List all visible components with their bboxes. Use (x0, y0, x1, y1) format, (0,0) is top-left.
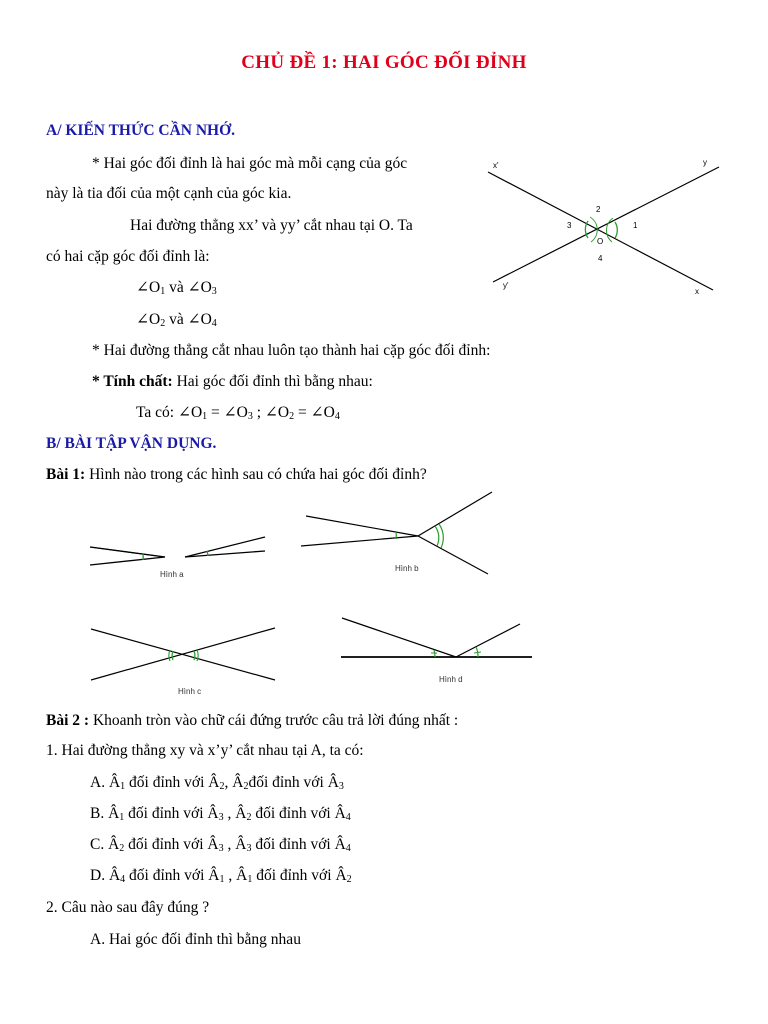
equality-line: Ta có: $\angle O_1$ = $\angle O_3$ ; $\angle O_2$ = $\angle O_4$ (136, 404, 340, 422)
section-b-heading: B/ BÀI TẬP VẬN DỤNG. (46, 435, 217, 452)
figure-d-label: Hình d (439, 675, 463, 684)
figure-b-label: Hình b (395, 564, 419, 573)
question-2-option-a[interactable]: A. Hai góc đối đỉnh thì bằng nhau (90, 931, 301, 948)
note-line: * Hai đường thẳng cắt nhau luôn tạo thành hai cặp góc đối đỉnh: (92, 342, 491, 359)
label-x: x (695, 287, 699, 296)
angle-pair-1: $\angle O_1$ và $\angle O_3$ (136, 279, 217, 297)
example-line-1: Hai đường thẳng xx’ và yy’ cắt nhau tại O. Ta (130, 217, 413, 234)
section-a-heading: A/ KIẾN THỨC CẦN NHỚ. (46, 122, 236, 139)
label-angle-4: 4 (598, 254, 603, 263)
page-title: CHỦ ĐỀ 1: HAI GÓC ĐỐI ĐỈNH (241, 52, 527, 73)
figure-b (298, 488, 498, 578)
question-1-option-d[interactable]: D. $Â_4$ đối đỉnh với $Â_1$ , $Â_1$ đối đỉnh với $Â_2$ (90, 867, 352, 885)
vertical-angles-figure (485, 150, 725, 300)
figure-a-label: Hình a (160, 570, 184, 579)
figure-c-label: Hình c (178, 687, 202, 696)
property-line: * Tính chất: Hai góc đối đỉnh thì bằng nhau: (92, 373, 373, 390)
figure-c (85, 622, 285, 700)
question-1-option-b[interactable]: B. $Â_1$ đối đỉnh với $Â_3$ , $Â_2$ đối đỉnh với $Â_4$ (90, 805, 351, 823)
label-angle-3: 3 (567, 221, 572, 230)
label-y: y (703, 158, 707, 167)
question-1-option-c[interactable]: C. $Â_2$ đối đỉnh với $Â_3$ , $Â_3$ đối đỉnh với $Â_4$ (90, 836, 351, 854)
label-y-prime: y' (503, 281, 509, 290)
question-1-option-a[interactable]: A. $Â_1$ đối đỉnh với $Â_2$, $Â_2đối$ đỉnh với $Â_3$ (90, 774, 344, 792)
definition-line-1: * Hai góc đối đỉnh là hai góc mà mỗi cạng của góc (92, 155, 408, 172)
exercise-1-prompt: Bài 1: Hình nào trong các hình sau có chứa hai góc đối đỉnh? (46, 466, 427, 483)
label-angle-1: 1 (633, 221, 638, 230)
label-angle-2: 2 (596, 205, 601, 214)
question-2: 2. Câu nào sau đây đúng ? (46, 899, 210, 916)
question-1: 1. Hai đường thẳng xy và x’y’ cắt nhau tại A, ta có: (46, 742, 364, 759)
angle-pair-2: $\angle O_2$ và $\angle O_4$ (136, 311, 217, 329)
definition-line-2: này là tia đối của một cạnh của góc kia. (46, 185, 292, 202)
figure-d (338, 612, 538, 692)
label-o: O (597, 237, 604, 246)
figure-a (85, 535, 275, 585)
label-x-prime: x' (493, 161, 499, 170)
example-line-2: có hai cặp góc đối đỉnh là: (46, 248, 210, 265)
exercise-2-prompt: Bài 2 : Khoanh tròn vào chữ cái đứng trước câu trả lời đúng nhất : (46, 712, 459, 729)
